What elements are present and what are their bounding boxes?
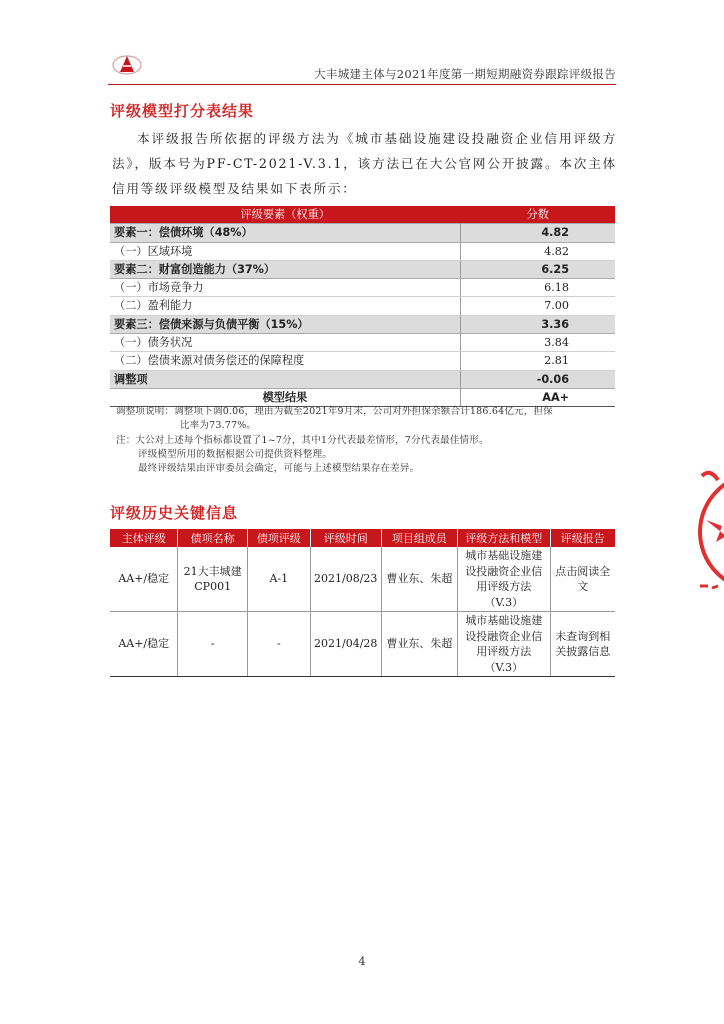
- row-value: 3.36: [461, 315, 616, 333]
- row-value: AA+: [461, 388, 616, 406]
- col-rating-date: 评级时间: [310, 529, 381, 547]
- cell: 未查询到相关披露信息: [550, 612, 615, 677]
- page-number: 4: [358, 955, 366, 968]
- row-value: 2.81: [461, 352, 616, 370]
- table-row: [110, 334, 615, 352]
- footnote-1: 注：大公对上述每个指标都设置了1~7分，其中1分代表最差情形，7分代表最佳情形。: [116, 435, 489, 446]
- adjust-note-cont: 比率为73.77%。: [180, 420, 257, 431]
- header-title: 大丰城建主体与2021年度第一期短期融资券跟踪评级报告: [314, 67, 616, 81]
- row-label: （二）盈利能力: [110, 297, 461, 315]
- table-row: [110, 297, 615, 315]
- score-table: [110, 206, 615, 407]
- cell: -: [178, 612, 247, 677]
- cell: AA+/稳定: [110, 612, 178, 677]
- row-label: 要素一：偿债环境（48%）: [110, 224, 461, 242]
- table-row: [110, 370, 615, 388]
- section-heading-model: 评级模型打分表结果: [110, 102, 255, 120]
- cell: 曹业东、朱超: [381, 547, 457, 612]
- col-bond-name: 债项名称: [178, 529, 247, 547]
- header-divider: [108, 84, 616, 85]
- table-row: [110, 612, 615, 677]
- row-label: 模型结果: [110, 388, 461, 406]
- col-issuer-rating: 主体评级: [110, 529, 178, 547]
- row-label: （一）市场竞争力: [110, 279, 461, 297]
- row-label: （一）区域环境: [110, 242, 461, 260]
- row-label: （二）偿债来源对债务偿还的保障程度: [110, 352, 461, 370]
- col-method: 评级方法和模型: [458, 529, 550, 547]
- footnote-3: 最终评级结果由评审委员会确定，可能与上述模型结果存在差异。: [138, 463, 420, 474]
- red-seal-icon: [696, 462, 724, 602]
- row-value: 4.82: [461, 224, 616, 242]
- table-row: [110, 242, 615, 260]
- section-heading-history: 评级历史关键信息: [110, 504, 239, 522]
- adjust-note: 调整项说明：调整项下调0.06，理由为截至2021年9月末，公司对外担保余额合计186.64亿元，担保: [116, 406, 553, 417]
- table-row: [110, 260, 615, 278]
- cell: AA+/稳定: [110, 547, 178, 612]
- cell: 曹业东、朱超: [381, 612, 457, 677]
- footnote-2: 评级模型所用的数据根据公司提供资料整理。: [138, 449, 333, 460]
- col-report: 评级报告: [550, 529, 615, 547]
- row-label: （一）债务状况: [110, 334, 461, 352]
- table-row: [110, 315, 615, 333]
- rating-history-table: [110, 529, 615, 677]
- row-value: 6.25: [461, 260, 616, 278]
- history-table-header: [110, 529, 615, 547]
- cell: A-1: [247, 547, 310, 612]
- cell: -: [247, 612, 310, 677]
- col-team: 项目组成员: [381, 529, 457, 547]
- row-label: 调整项: [110, 370, 461, 388]
- cell: 2021/08/23: [310, 547, 381, 612]
- read-report-link[interactable]: 点击阅读全文: [550, 547, 615, 612]
- cell: 城市基础设施建设投融资企业信用评级方法（V.3）: [458, 612, 550, 677]
- score-table-header: [110, 206, 615, 224]
- cell: 城市基础设施建设投融资企业信用评级方法（V.3）: [458, 547, 550, 612]
- cell: 21大丰城建CP001: [178, 547, 247, 612]
- row-value: -0.06: [461, 370, 616, 388]
- intro-paragraph: 本评级报告所依据的评级方法为《城市基础设施建设投融资企业信用评级方法》，版本号为PF-CT-2021-V.3.1，该方法已在大公官网公开披露。本次主体信用等级评级模型及结果如下表所示：: [112, 131, 617, 196]
- table-row: [110, 224, 615, 242]
- row-value: 3.84: [461, 334, 616, 352]
- table-row: [110, 279, 615, 297]
- row-label: 要素三：偿债来源与负债平衡（15%）: [110, 315, 461, 333]
- score-col-value: 分数: [461, 206, 616, 224]
- table-row: [110, 352, 615, 370]
- row-label: 要素二：财富创造能力（37%）: [110, 260, 461, 278]
- row-value: 6.18: [461, 279, 616, 297]
- cell: 2021/04/28: [310, 612, 381, 677]
- company-logo-icon: [112, 52, 142, 76]
- table-row: [110, 547, 615, 612]
- score-col-factor: 评级要素（权重）: [110, 206, 461, 224]
- row-value: 7.00: [461, 297, 616, 315]
- row-value: 4.82: [461, 242, 616, 260]
- col-bond-rating: 债项评级: [247, 529, 310, 547]
